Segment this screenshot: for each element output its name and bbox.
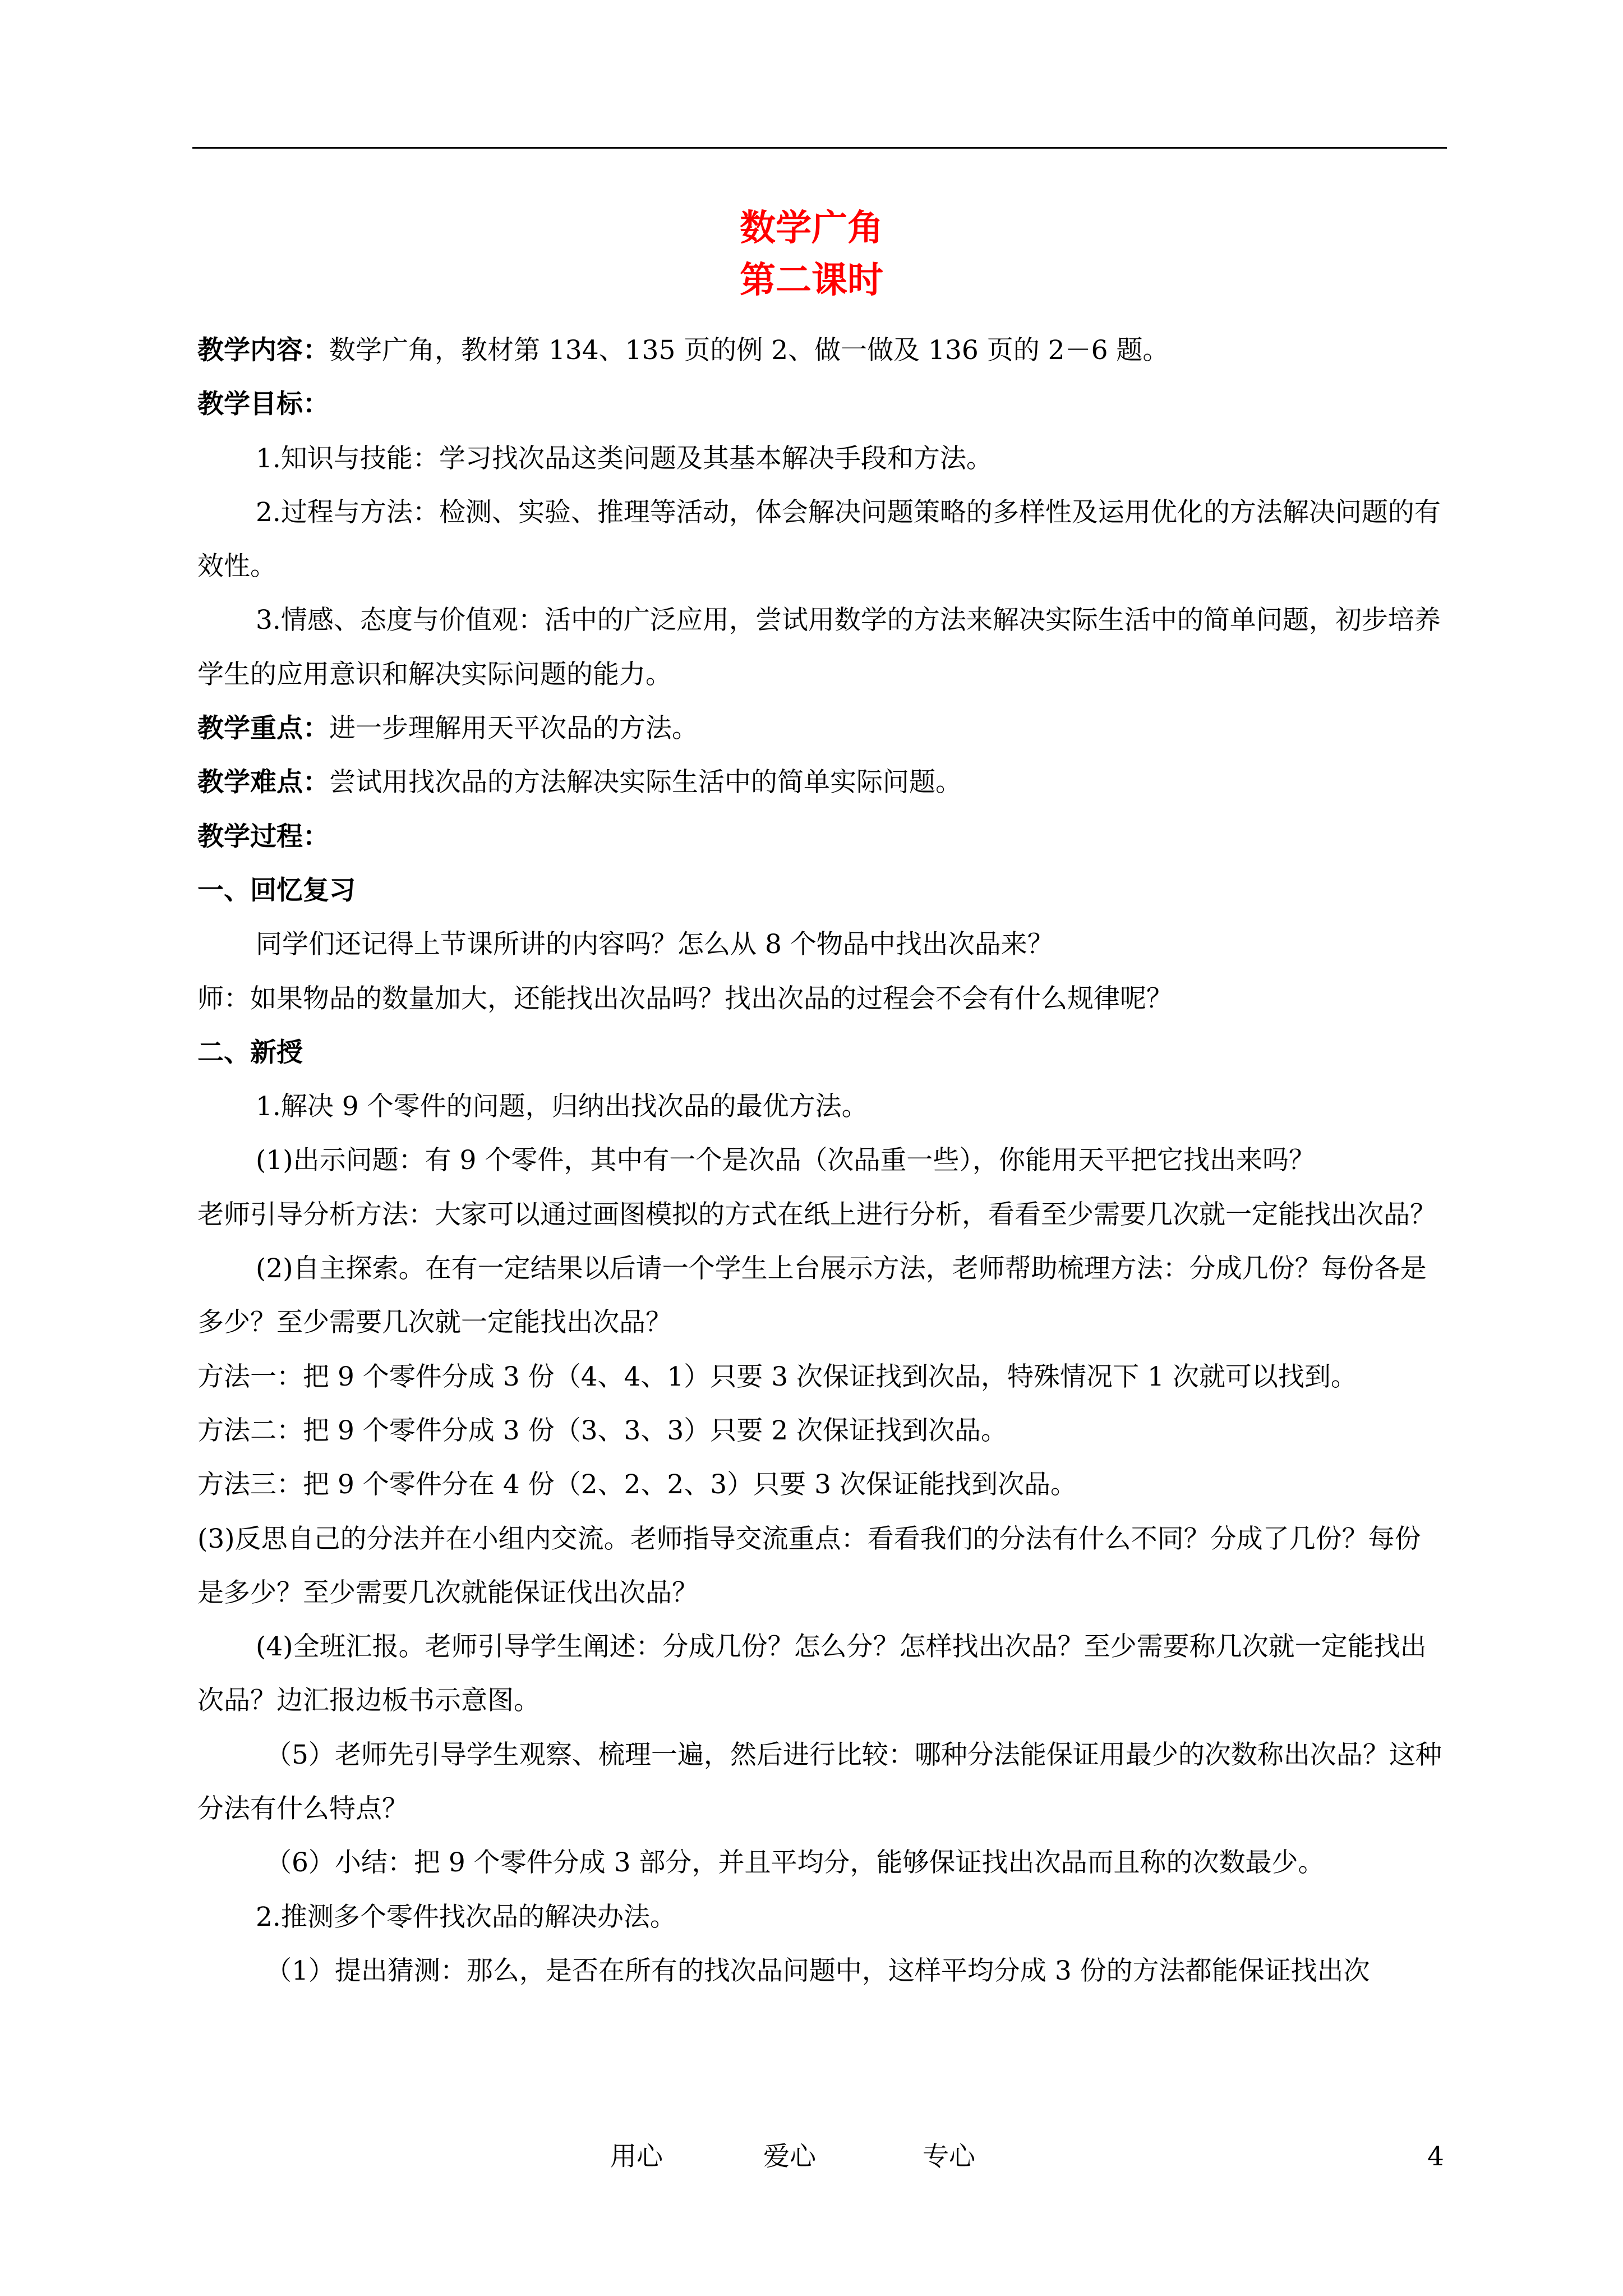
method-1: 方法一：把 9 个零件分成 3 份（4、4、1）只要 3 次保证找到次品，特殊情况下 1 次就可以找到。 bbox=[197, 1361, 1357, 1392]
section-new-heading: 二、新授 bbox=[197, 1037, 303, 1068]
method-2: 方法二：把 9 个零件分成 3 份（3、3、3）只要 2 次保证找到次品。 bbox=[197, 1415, 1008, 1446]
teaching-process-heading: 教学过程： bbox=[197, 821, 329, 852]
page-number: 4 bbox=[1427, 2141, 1444, 2172]
teaching-key-point bbox=[197, 702, 1445, 756]
teaching-goals-heading: 教学目标： bbox=[197, 389, 329, 420]
step-1-4: (4)全班汇报。老师引导学生阐述：分成几份？怎么分？怎样找出次品？至少需要称几次就一定能找出次品？边汇报边板书示意图。 bbox=[197, 1631, 1427, 1717]
step-2-1: （1）提出猜测：那么，是否在所有的找次品问题中，这样平均分成 3 份的方法都能保证找出次 bbox=[265, 1955, 1370, 1986]
page-title: 数学广角 bbox=[740, 207, 883, 249]
goal-2: 2.过程与方法：检测、实验、推理等活动，体会解决问题策略的多样性及运用优化的方法解决问题的有效性。 bbox=[197, 496, 1441, 582]
teacher-question: 师：如果物品的数量加大，还能找出次品吗？找出次品的过程会不会有什么规律呢？ bbox=[197, 983, 1173, 1014]
section-review-heading: 一、回忆复习 bbox=[197, 875, 356, 906]
step-1-3: (3)反思自己的分法并在小组内交流。老师指导交流重点：看看我们的分法有什么不同？分成了几份？每份是多少？至少需要几次就能保证伐出次品？ bbox=[197, 1523, 1421, 1608]
teaching-content bbox=[197, 324, 1445, 378]
teaching-content-label: 教学内容： bbox=[197, 335, 329, 366]
difficulty-label: 教学难点： bbox=[197, 767, 329, 798]
step-1-guide: 老师引导分析方法：大家可以通过画图模拟的方式在纸上进行分析，看看至少需要几次就一定能找出次品？ bbox=[197, 1199, 1436, 1230]
key-point-text: 进一步理解用天平次品的方法。 bbox=[329, 713, 698, 744]
footer-mid: 爱心 bbox=[763, 2141, 816, 2172]
step-1-2: (2)自主探索。在有一定结果以后请一个学生上台展示方法，老师帮助梳理方法：分成几份？每份各是多少？至少需要几次就一定能找出次品？ bbox=[197, 1253, 1427, 1338]
method-3: 方法三：把 9 个零件分在 4 份（2、2、2、3）只要 3 次保证能找到次品。 bbox=[197, 1469, 1077, 1501]
document-body bbox=[197, 324, 1445, 1998]
header-rule bbox=[192, 147, 1447, 149]
page-subtitle: 第二课时 bbox=[740, 259, 883, 301]
key-point-label: 教学重点： bbox=[197, 713, 329, 744]
step-1-6: （6）小结：把 9 个零件分成 3 部分，并且平均分，能够保证找出次品而且称的次数最少。 bbox=[265, 1847, 1325, 1879]
goal-1: 1.知识与技能：学习找次品这类问题及其基本解决手段和方法。 bbox=[256, 443, 993, 474]
teaching-difficulty bbox=[197, 756, 1445, 809]
difficulty-text: 尝试用找次品的方法解决实际生活中的简单实际问题。 bbox=[329, 767, 962, 798]
footer-right: 专心 bbox=[923, 2141, 975, 2172]
step-2: 2.推测多个零件找次品的解决办法。 bbox=[256, 1901, 676, 1932]
footer-left: 用心 bbox=[610, 2141, 663, 2172]
review-question: 同学们还记得上节课所讲的内容吗？怎么从 8 个物品中找出次品来？ bbox=[256, 929, 1054, 960]
step-1: 1.解决 9 个零件的问题，归纳出找次品的最优方法。 bbox=[256, 1091, 868, 1122]
goal-3: 3.情感、态度与价值观：活中的广泛应用，尝试用数学的方法来解决实际生活中的简单问题，初步培养学生的应用意识和解决实际问题的能力。 bbox=[197, 605, 1441, 690]
step-1-5: （5）老师先引导学生观察、梳理一遍，然后进行比较：哪种分法能保证用最少的次数称出次品？这种分法有什么特点？ bbox=[197, 1739, 1442, 1825]
step-1-1: (1)出示问题：有 9 个零件，其中有一个是次品（次品重一些），你能用天平把它找出来吗？ bbox=[256, 1145, 1315, 1176]
teaching-content-text: 数学广角，教材第 134、135 页的例 2、做一做及 136 页的 2－6 题。 bbox=[329, 335, 1169, 366]
